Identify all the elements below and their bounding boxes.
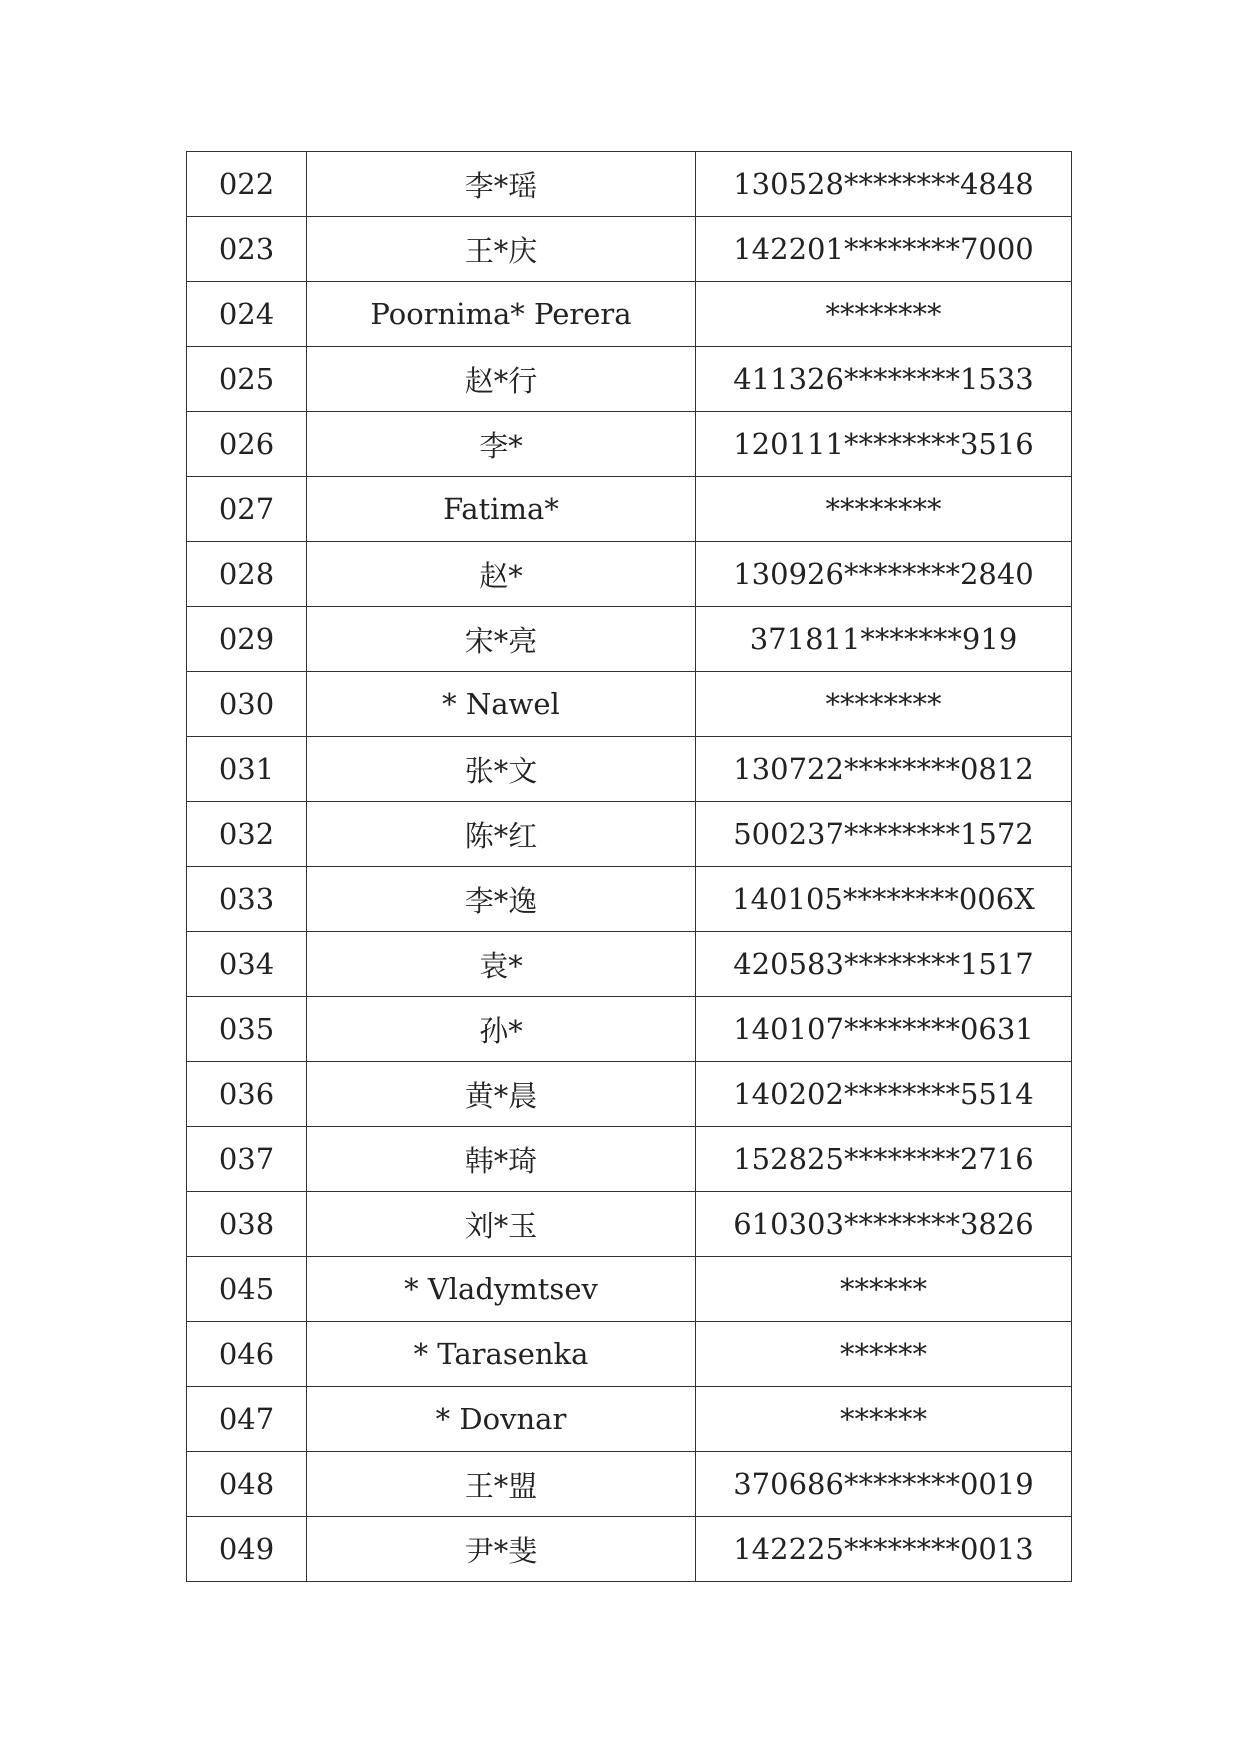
row-number: 028 bbox=[187, 542, 307, 607]
row-name: 尹*斐 bbox=[307, 1517, 696, 1582]
row-name: 韩*琦 bbox=[307, 1127, 696, 1192]
table-row bbox=[187, 1062, 1072, 1127]
row-name: 赵* bbox=[307, 542, 696, 607]
row-number: 024 bbox=[187, 282, 307, 347]
table-row bbox=[187, 1127, 1072, 1192]
table-row bbox=[187, 152, 1072, 217]
row-id-number: 130528********4848 bbox=[696, 152, 1072, 217]
row-name: * Vladymtsev bbox=[307, 1257, 696, 1322]
row-id-number: ****** bbox=[696, 1387, 1072, 1452]
table-row bbox=[187, 1257, 1072, 1322]
row-number: 045 bbox=[187, 1257, 307, 1322]
row-name: 王*盟 bbox=[307, 1452, 696, 1517]
row-number: 031 bbox=[187, 737, 307, 802]
row-name: 赵*行 bbox=[307, 347, 696, 412]
table-row bbox=[187, 412, 1072, 477]
row-name: 张*文 bbox=[307, 737, 696, 802]
row-name: 李* bbox=[307, 412, 696, 477]
row-name: 宋*亮 bbox=[307, 607, 696, 672]
row-id-number: 140202********5514 bbox=[696, 1062, 1072, 1127]
row-name: Fatima* bbox=[307, 477, 696, 542]
row-name: 袁* bbox=[307, 932, 696, 997]
row-id-number: 500237********1572 bbox=[696, 802, 1072, 867]
row-number: 030 bbox=[187, 672, 307, 737]
row-number: 036 bbox=[187, 1062, 307, 1127]
table-row bbox=[187, 867, 1072, 932]
row-number: 046 bbox=[187, 1322, 307, 1387]
table-row bbox=[187, 282, 1072, 347]
row-number: 032 bbox=[187, 802, 307, 867]
table-row bbox=[187, 1517, 1072, 1582]
row-id-number: 420583********1517 bbox=[696, 932, 1072, 997]
row-number: 048 bbox=[187, 1452, 307, 1517]
row-id-number: ******** bbox=[696, 282, 1072, 347]
row-name: 陈*红 bbox=[307, 802, 696, 867]
table-row bbox=[187, 737, 1072, 802]
row-name: * Dovnar bbox=[307, 1387, 696, 1452]
row-number: 049 bbox=[187, 1517, 307, 1582]
row-number: 035 bbox=[187, 997, 307, 1062]
roster-table bbox=[186, 151, 1072, 1582]
row-number: 029 bbox=[187, 607, 307, 672]
row-number: 026 bbox=[187, 412, 307, 477]
row-id-number: ******** bbox=[696, 477, 1072, 542]
table-row bbox=[187, 1192, 1072, 1257]
row-id-number: 142201********7000 bbox=[696, 217, 1072, 282]
table-row bbox=[187, 1387, 1072, 1452]
row-number: 047 bbox=[187, 1387, 307, 1452]
row-name: * Tarasenka bbox=[307, 1322, 696, 1387]
row-number: 037 bbox=[187, 1127, 307, 1192]
row-name: 王*庆 bbox=[307, 217, 696, 282]
table-row bbox=[187, 607, 1072, 672]
row-number: 034 bbox=[187, 932, 307, 997]
row-id-number: 371811*******919 bbox=[696, 607, 1072, 672]
table-row bbox=[187, 542, 1072, 607]
table-row bbox=[187, 672, 1072, 737]
table-row bbox=[187, 217, 1072, 282]
row-id-number: 130722********0812 bbox=[696, 737, 1072, 802]
row-name: 李*逸 bbox=[307, 867, 696, 932]
table-row bbox=[187, 802, 1072, 867]
table-row bbox=[187, 1452, 1072, 1517]
table-row bbox=[187, 997, 1072, 1062]
row-id-number: 140107********0631 bbox=[696, 997, 1072, 1062]
row-number: 038 bbox=[187, 1192, 307, 1257]
row-name: Poornima* Perera bbox=[307, 282, 696, 347]
row-id-number: 610303********3826 bbox=[696, 1192, 1072, 1257]
table-row bbox=[187, 477, 1072, 542]
row-number: 025 bbox=[187, 347, 307, 412]
row-id-number: ****** bbox=[696, 1322, 1072, 1387]
row-name: * Nawel bbox=[307, 672, 696, 737]
row-name: 刘*玉 bbox=[307, 1192, 696, 1257]
table-row bbox=[187, 932, 1072, 997]
row-id-number: 411326********1533 bbox=[696, 347, 1072, 412]
row-number: 022 bbox=[187, 152, 307, 217]
row-id-number: 370686********0019 bbox=[696, 1452, 1072, 1517]
row-id-number: 120111********3516 bbox=[696, 412, 1072, 477]
row-number: 023 bbox=[187, 217, 307, 282]
row-name: 孙* bbox=[307, 997, 696, 1062]
row-id-number: ******** bbox=[696, 672, 1072, 737]
row-id-number: ****** bbox=[696, 1257, 1072, 1322]
row-id-number: 142225********0013 bbox=[696, 1517, 1072, 1582]
row-id-number: 152825********2716 bbox=[696, 1127, 1072, 1192]
row-number: 033 bbox=[187, 867, 307, 932]
row-name: 李*瑶 bbox=[307, 152, 696, 217]
table-row bbox=[187, 1322, 1072, 1387]
row-name: 黄*晨 bbox=[307, 1062, 696, 1127]
roster-table-body bbox=[187, 152, 1072, 1582]
row-number: 027 bbox=[187, 477, 307, 542]
row-id-number: 130926********2840 bbox=[696, 542, 1072, 607]
table-row bbox=[187, 347, 1072, 412]
row-id-number: 140105********006X bbox=[696, 867, 1072, 932]
